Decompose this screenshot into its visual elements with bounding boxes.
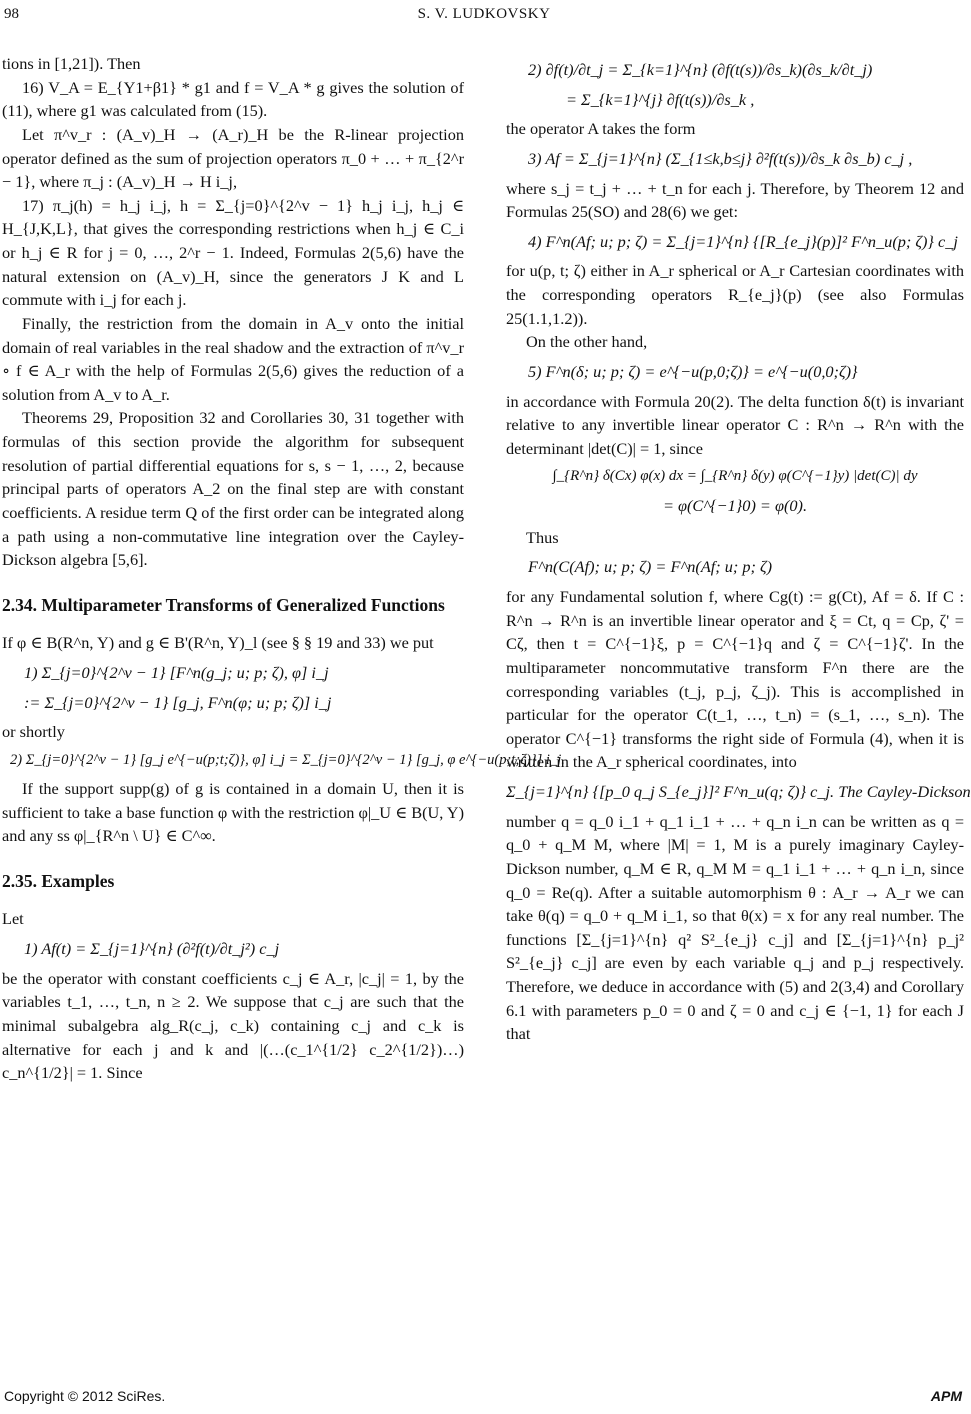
- equation: F^n(C(Af); u; p; ζ) = F^n(Af; u; p; ζ): [528, 557, 773, 577]
- paragraph: tions in [1,21]). Then: [2, 54, 141, 73]
- section-heading-2-34: [2, 594, 464, 618]
- paragraph: Let π^v_r : (A_v)_H → (A_r)_H be the R-linear projection operator defined as the sum of projection operators π_0 + … + π_{2^r − 1}, where π_j : (A_v)_H → H i_j,: [2, 124, 464, 192]
- paragraph: Theorems 29, Proposition 32 and Corollaries 30, 31 together with formulas of this section provide the algorithm for subsequent resolution of partial differential equations for s, s − 1, …, 2, because principal parts of operators A_2 on the final step are with constant coefficients. A residue term Q of the first order can be integrated along a path using a non-commutative line integration over the Cayley-Dickson algebra [5,6].: [2, 408, 464, 570]
- equation: := Σ_{j=0}^{2^v − 1} [g_j, F^n(φ; u; p; ζ)] i_j: [24, 692, 332, 712]
- paragraph: Thus: [526, 527, 559, 547]
- page-header: [0, 4, 968, 26]
- page-number: 98: [4, 6, 19, 22]
- paragraph: 17) π_j(h) = h_j i_j, h = Σ_{j=0}^{2^v − 1} h_j i_j, h_j ∈ H_{J,K,L}, that gives the corresponding restrictions when h_j ∈ C_i or h_j ∈ R for j = 0, …, 2^r − 1. Indeed, Formulas 2(5,6) have the natural extension on (A_v)_H, since the generators J K and L commute with i_j for each j.: [2, 195, 464, 310]
- equation: 1) Af(t) = Σ_{j=1}^{n} (∂²f(t)/∂t_j²) c_j: [24, 939, 280, 959]
- copyright-notice: Copyright © 2012 SciRes.: [4, 1388, 166, 1404]
- paragraph: If the support supp(g) of g is contained in a domain U, then it is sufficient to take a base function φ with the restriction φ|_U ∈ B(U, Y) and any ss φ|_{R^n \ U} ∈ C^∞.: [2, 778, 464, 846]
- equation: Σ_{j=1}^{n} {[p_0 q_j S_{e_j}]² F^n_u(q; ζ)} c_j. The Cayley-Dickson: [506, 782, 971, 801]
- page-footer: [0, 1386, 968, 1408]
- equation: 1) Σ_{j=0}^{2^v − 1} [F^n(g_j; u; p; ζ), φ] i_j: [24, 663, 329, 682]
- equation: ∫_{R^n} δ(Cx) φ(x) dx = ∫_{R^n} δ(y) φ(C^{−1}y) |det(C)| dy: [552, 468, 918, 485]
- paragraph: 16) V_A = E_{Υ1+β1} * g1 and f = V_A * g gives the solution of (11), where g1 was calculated from (15).: [2, 77, 464, 121]
- section-title: Multiparameter Transforms of Generalized Functions: [41, 594, 445, 615]
- section-number: 2.34.: [2, 594, 37, 615]
- paragraph: On the other hand,: [526, 332, 648, 352]
- paragraph: If φ ∈ B(R^n, Y) and g ∈ B'(R^n, Y)_l (see § § 19 and 33) we put: [2, 633, 434, 653]
- right-column: [506, 52, 971, 1046]
- paragraph: or shortly: [2, 722, 65, 742]
- equation: 5) F^n(δ; u; p; ζ) = e^{−u(p,0;ζ)} = e^{−u(0,0;ζ)}: [528, 361, 858, 381]
- section-heading-2-35: 2.35. Examples: [2, 870, 115, 891]
- journal-abbrev: APM: [930, 1388, 962, 1404]
- equation: = Σ_{k=1}^{j} ∂f(t(s))/∂s_k ,: [566, 89, 755, 109]
- paragraph: for u(p, t; ζ) either in A_r spherical or A_r Cartesian coordinates with the corresponding operators R_{e_j}(p) (see also Formulas 25(1.1,1.2)).: [506, 261, 964, 328]
- paragraph: the operator A takes the form: [506, 119, 696, 139]
- paragraph: for any Fundamental solution f, where Cg(t) := g(Ct), Af = δ. If C : R^n → R^n is an invertible linear operator and ξ = Ct, q = Cp, ζ' = Cζ, then t = C^{−1}ξ, p = C^{−1}q and ζ = C^{−1}ζ'. In the multiparameter noncommutative transform F^n there are the corresponding variables (t_j, p_j, ζ_j). This is accomplished in particular for the operator C(t_1, …, t_n) = (s_1, …, s_n). The operator C^{−1} transforms the right side of Formula (4), when it is written in the A_r spherical coordinates, into: [506, 587, 964, 772]
- paragraph: Finally, the restriction from the domain in A_v onto the initial domain of real variables in the real shadow and the extraction of π^v_r ∘ f ∈ A_r with the help of Formulas 2(5,6) gives the reduction of a solution from A_v to A_r.: [2, 313, 464, 404]
- equation: 3) Af = Σ_{j=1}^{n} (Σ_{1≤k,b≤j} ∂²f(t(s))/∂s_k ∂s_b) c_j ,: [528, 148, 913, 168]
- paragraph: Let: [2, 909, 24, 929]
- equation: 2) Σ_{j=0}^{2^v − 1} [g_j e^{−u(p;t;ζ)}, φ] i_j = Σ_{j=0}^{2^v − 1} [g_j, φ e^{−u(p;t;ζ)}] i_j.: [10, 751, 565, 768]
- paragraph: in accordance with Formula 20(2). The delta function δ(t) is invariant relative to any invertible linear operator C : R^n → R^n with the determinant |det(C)| = 1, since: [506, 391, 964, 458]
- paragraph: where s_j = t_j + … + t_n for each j. Therefore, by Theorem 12 and Formulas 25(SO) and 28(6) we get:: [506, 178, 964, 222]
- left-column: [2, 52, 565, 1085]
- paragraph: be the operator with constant coefficients c_j ∈ A_r, |c_j| = 1, by the variables t_1, …, t_n, n ≥ 2. We suppose that c_j are such that the minimal subalgebra alg_R(c_j, c_k) containing c_j and c_k is alternative for each j and k and |(…(c_1^{1/2} c_2^{1/2})…) c_n^{1/2}| = 1. Since: [2, 968, 464, 1083]
- equation: = φ(C^{−1}0) = φ(0).: [662, 496, 808, 516]
- equation: 4) F^n(Af; u; p; ζ) = Σ_{j=1}^{n} {[R_{e_j}(p)]² F^n_u(p; ζ)} c_j: [528, 231, 958, 251]
- paragraph: number q = q_0 i_1 + q_1 i_1 + … + q_n i_n can be written as q = q_0 + q_M M, where |M| = 1, M is a purely imaginary Cayley-Dickson number, q_M ∈ R, q_M M = q_1 i_1 + … + q_n i_n, since q_0 = Re(q). After a suitable automorphism θ : A_r → A_r we can take θ(q) = q_0 + q_M i_1, so that θ(x) = x for any real number. The functions [Σ_{j=1}^{n} q² S²_{e_j} c_j] and [Σ_{j=1}^{n} p_j² S²_{e_j} c_j] are even by each variable q_j and p_j respectively. Therefore, we deduce in accordance with (5) and 2(3,4) and Corollary 6.1 with parameters p_0 = 0 and ζ = 0 and c_j ∈ {−1, 1} for each J that: [506, 811, 964, 1044]
- equation: 2) ∂f(t)/∂t_j = Σ_{k=1}^{n} (∂f(t(s))/∂s_k)(∂s_k/∂t_j): [528, 60, 873, 79]
- running-author: S. V. LUDKOVSKY: [417, 6, 551, 22]
